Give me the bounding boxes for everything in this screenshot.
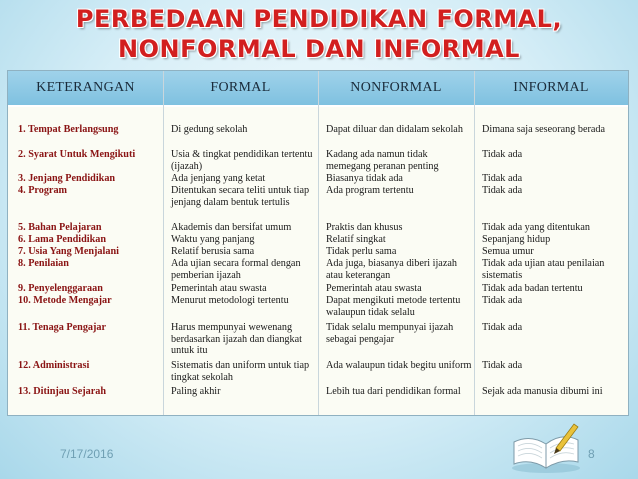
table-cell-label: 8. Penilaian	[18, 258, 69, 269]
table-cell-label: 1. Tempat Berlangsung	[18, 124, 119, 135]
table-cell: Tidak ada	[482, 149, 523, 160]
table-cell: Waktu yang panjang	[171, 234, 255, 245]
table-cell: Di gedung sekolah	[171, 124, 248, 135]
table-cell: Lebih tua dari pendidikan formal	[326, 386, 461, 397]
table-cell: Usia & tingkat pendidikan tertentu (ijazah)	[171, 149, 313, 172]
table-cell: Sejak ada manusia dibumi ini	[482, 386, 603, 397]
slide-title-line2: NONFORMAL DAN INFORMAL	[118, 35, 520, 63]
header-informal: INFORMAL	[513, 80, 589, 95]
table-cell: Tidak ada	[482, 322, 523, 333]
table-cell-label: 10. Metode Mengajar	[18, 295, 112, 306]
table-cell-label: 7. Usia Yang Menjalani	[18, 246, 119, 257]
table-cell: Dapat diluar dan didalam sekolah	[326, 124, 463, 135]
column-divider	[318, 71, 319, 415]
table-cell: Tidak ada ujian atau penilaian sistematis	[482, 258, 605, 281]
table-cell: Ada program tertentu	[326, 185, 414, 196]
table-cell: Kadang ada namun tidak memegang peranan penting	[326, 149, 439, 172]
open-book-icon	[508, 418, 584, 474]
header-keterangan: KETERANGAN	[36, 80, 135, 95]
table-cell-label: 2. Syarat Untuk Mengikuti	[18, 149, 136, 160]
table-cell: Akademis dan bersifat umum	[171, 222, 292, 233]
table-cell: Tidak ada yang ditentukan	[482, 222, 590, 233]
table-cell-label: 5. Bahan Pelajaran	[18, 222, 102, 233]
table-cell: Biasanya tidak ada	[326, 173, 403, 184]
table-cell: Menurut metodologi tertentu	[171, 295, 289, 306]
table-cell-label: 3. Jenjang Pendidikan	[18, 173, 116, 184]
table-cell: Pemerintah atau swasta	[326, 283, 422, 294]
table-cell: Paling akhir	[171, 386, 221, 397]
table-cell: Sistematis dan uniform untuk tiap tingkat sekolah	[171, 360, 310, 383]
table-cell: Tidak ada badan tertentu	[482, 283, 583, 294]
table-cell: Tidak ada	[482, 360, 523, 371]
table-cell: Tidak selalu mempunyai ijazah sebagai pengajar	[326, 322, 454, 345]
table-cell: Ada ujian secara formal dengan pemberian ijazah	[171, 258, 301, 281]
slide-date: 7/17/2016	[60, 447, 114, 461]
slide-page-number: 8	[588, 447, 595, 461]
table-cell-label: 6. Lama Pendidikan	[18, 234, 107, 245]
table-cell-label: 13. Ditinjau Sejarah	[18, 386, 107, 397]
table-cell: Tidak ada	[482, 173, 523, 184]
table-cell: Sepanjang hidup	[482, 234, 551, 245]
table-cell: Pemerintah atau swasta	[171, 283, 267, 294]
column-divider	[474, 71, 475, 415]
table-cell: Tidak ada	[482, 295, 523, 306]
table-cell: Ditentukan secara teliti untuk tiap jenjang dalam bentuk tertulis	[171, 185, 310, 208]
table-cell: Ada juga, biasanya diberi ijazah atau keterangan	[326, 258, 457, 281]
table-cell: Dimana saja seseorang berada	[482, 124, 606, 135]
table-cell: Ada jenjang yang ketat	[171, 173, 266, 184]
table-cell-label: 11. Tenaga Pengajar	[18, 322, 107, 333]
table-cell: Dapat mengikuti metode tertentu walaupun tidak selalu	[326, 295, 461, 318]
table-cell-label: 4. Program	[18, 185, 68, 196]
header-nonformal: NONFORMAL	[350, 80, 442, 95]
table-cell: Relatif singkat	[326, 234, 386, 245]
table-cell: Harus mempunyai wewenang berdasarkan ijazah dan diangkat untuk itu	[171, 322, 302, 357]
slide-title-line1: PERBEDAAN PENDIDIKAN FORMAL,	[75, 5, 563, 33]
table-cell: Tidak perlu sama	[326, 246, 397, 257]
table-cell-label: 9. Penyelenggaraan	[18, 283, 103, 294]
table-cell: Tidak ada	[482, 185, 523, 196]
header-formal: FORMAL	[210, 80, 271, 95]
table-cell-label: 12. Administrasi	[18, 360, 90, 371]
table-cell: Semua umur	[482, 246, 534, 257]
table-cell: Relatif berusia sama	[171, 246, 255, 257]
slide-title	[0, 4, 638, 64]
comparison-table	[7, 70, 629, 416]
table-cell: Ada walaupun tidak begitu uniform	[326, 360, 472, 371]
table-cell: Praktis dan khusus	[326, 222, 403, 233]
